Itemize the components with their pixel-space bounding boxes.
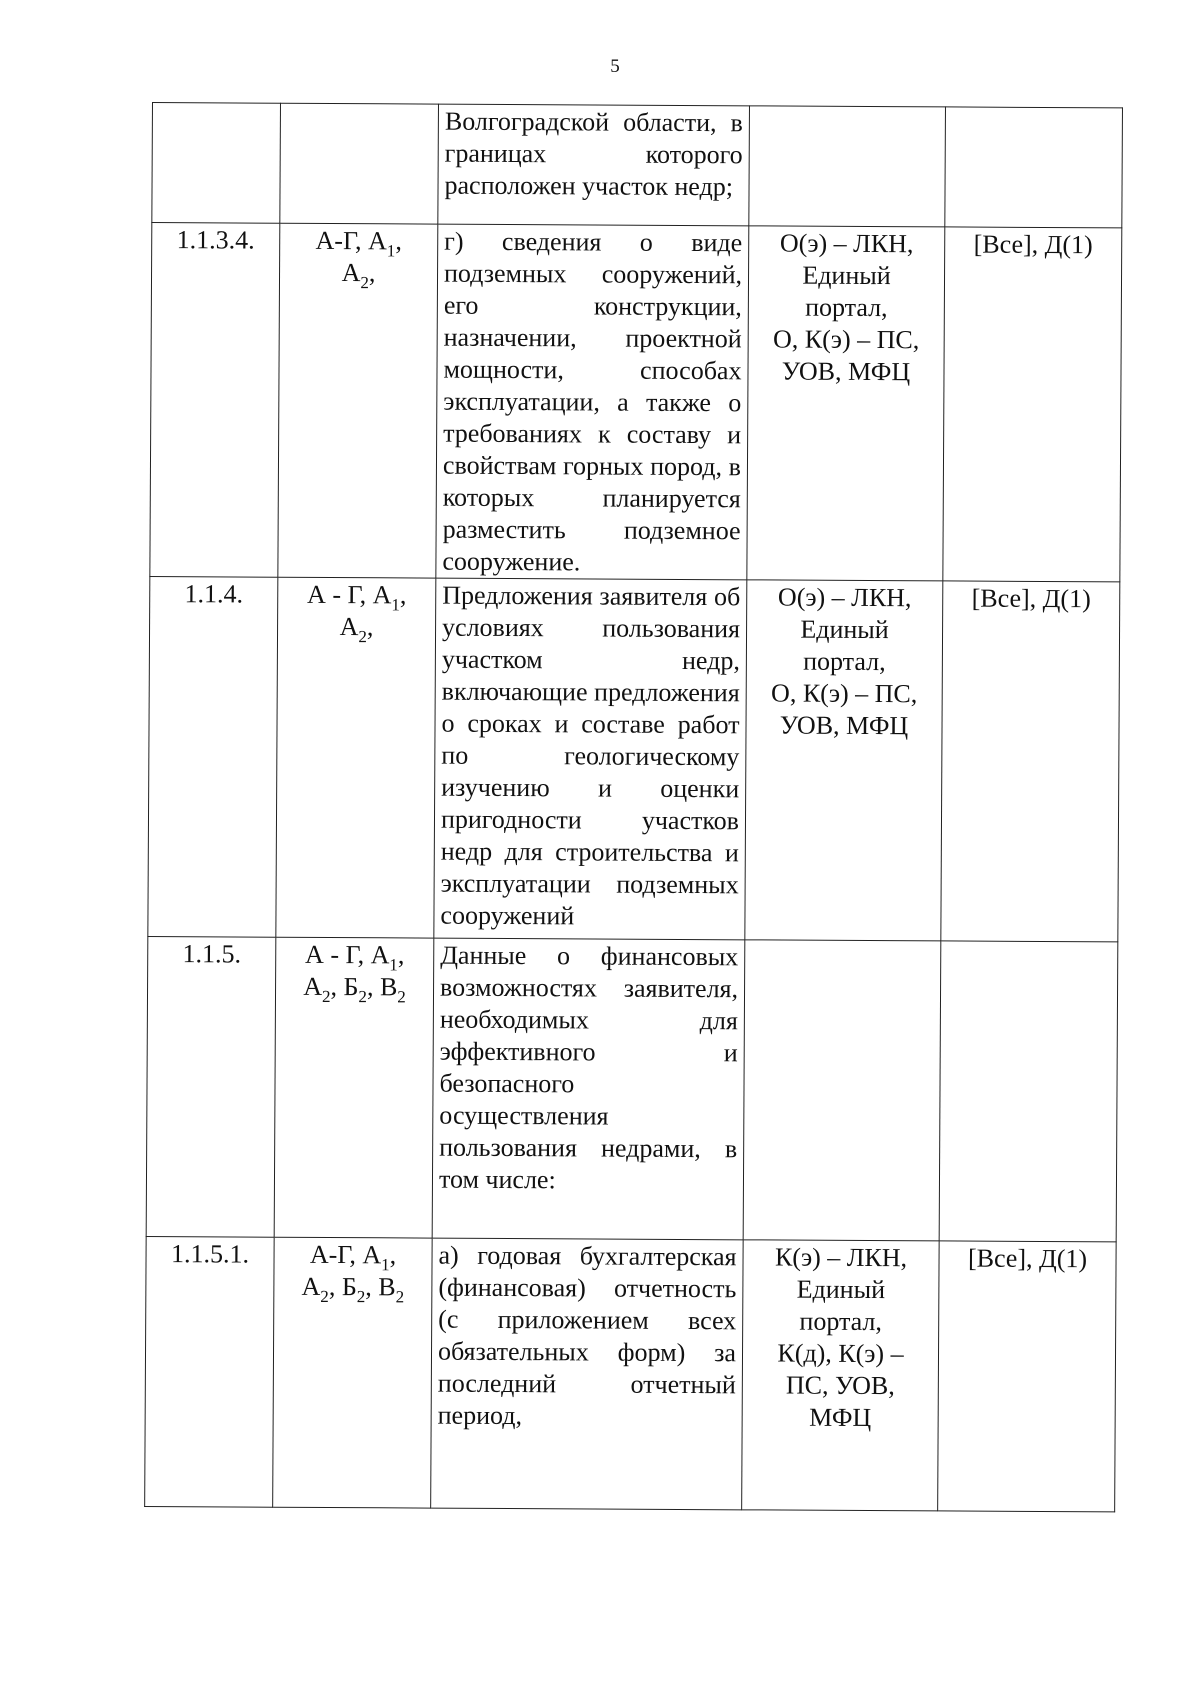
document-description: Данные о финансовых возможностях заявителя, необходимых для эффективного и безопасного осуществления пользования недрами, в том числе: — [432, 938, 745, 1240]
category-subscript: 2 — [358, 627, 367, 647]
submission-form-line: О, К(э) – ПС, — [772, 324, 920, 355]
table-row — [145, 1236, 1116, 1511]
submission-form — [749, 106, 946, 227]
submission-form-line: Единый — [802, 260, 891, 291]
document-description: а) годовая бухгалтерская (финансовая) отчетность (с приложением всех обязательных форм) за последний отчетный период, — [431, 1238, 744, 1510]
category-line — [284, 579, 429, 615]
submission-form-line: портал, — [799, 1306, 883, 1337]
category-line — [286, 225, 431, 261]
row-number — [152, 103, 281, 224]
applicant-categories — [274, 937, 434, 1238]
category-line — [286, 257, 431, 293]
category-text: , Б — [330, 972, 359, 1002]
category-text: А — [341, 258, 361, 288]
category-text: , Б — [328, 1272, 357, 1302]
applicability: [Все], Д(1) — [943, 227, 1122, 582]
category-subscript: 2 — [395, 1287, 405, 1307]
category-text: , — [389, 1240, 397, 1270]
applicability: [Все], Д(1) — [938, 1241, 1117, 1512]
category-text: А — [303, 971, 323, 1001]
category-subscript: 2 — [321, 986, 331, 1007]
category-text: А - Г, А — [305, 939, 390, 970]
category-subscript: 2 — [397, 987, 406, 1007]
category-line — [280, 1239, 425, 1275]
category-line — [282, 939, 427, 975]
table-row — [146, 936, 1118, 1241]
category-line — [282, 971, 427, 1007]
category-text: А-Г, А — [309, 1239, 382, 1270]
category-text: , — [368, 258, 376, 288]
category-subscript: 2 — [356, 1287, 366, 1307]
row-number: 1.1.3.4. — [150, 223, 280, 578]
submission-form-line: О(э) – ЛКН, — [779, 228, 914, 259]
row-number: 1.1.4. — [148, 576, 278, 937]
category-subscript: 2 — [360, 273, 369, 293]
submission-form — [745, 580, 943, 941]
category-subscript: 1 — [386, 241, 396, 261]
submission-form-line: УОВ, МФЦ — [779, 710, 909, 741]
submission-form-line: О(э) – ЛКН, — [777, 582, 912, 613]
submission-form-line: К(д), К(э) – — [777, 1338, 904, 1369]
category-text: А — [339, 612, 359, 642]
category-text: , — [399, 580, 407, 610]
submission-form-line: Единый — [800, 614, 889, 645]
category-text: , — [366, 612, 374, 642]
category-subscript: 1 — [391, 595, 400, 615]
table-row — [152, 103, 1123, 228]
category-line — [284, 611, 429, 647]
document-description: Предложения заявителя об условиях пользования участком недр, включающие предложения о сроках и составе работ по геологическому изучению и оценки пригодности участков недр для строительства и эксплуатации подземных сооружений — [434, 578, 747, 940]
category-subscript: 1 — [381, 1255, 390, 1275]
applicant-categories — [280, 103, 439, 224]
category-text: А-Г, А — [315, 225, 387, 256]
category-subscript: 2 — [358, 987, 367, 1007]
submission-form — [742, 1240, 940, 1511]
category-text: , — [397, 940, 405, 970]
category-text: , — [395, 226, 402, 256]
document-description: Волгоградской области, в границах которого расположен участок недр; — [438, 104, 750, 226]
submission-form — [743, 940, 941, 1241]
applicability — [945, 107, 1123, 228]
category-line — [280, 1271, 425, 1307]
row-number: 1.1.5.1. — [145, 1236, 275, 1507]
applicant-categories — [276, 577, 436, 938]
category-subscript: 2 — [320, 1286, 329, 1307]
applicant-categories — [273, 1237, 433, 1508]
category-text: , В — [365, 1272, 396, 1302]
submission-form-line: Единый — [796, 1274, 886, 1305]
applicant-categories — [278, 223, 438, 578]
applicability: [Все], Д(1) — [941, 581, 1120, 942]
category-subscript: 1 — [389, 955, 398, 975]
table-row — [148, 576, 1120, 941]
requirements-table — [144, 102, 1123, 1512]
table-row — [150, 223, 1122, 582]
page-number: 5 — [610, 56, 620, 77]
submission-form-line: портал, — [805, 292, 888, 323]
submission-form-line: О, К(э) – ПС, — [771, 678, 918, 709]
submission-form-line: МФЦ — [809, 1402, 872, 1433]
row-number: 1.1.5. — [146, 936, 276, 1237]
submission-form-line: УОВ, МФЦ — [781, 356, 911, 387]
submission-form — [747, 226, 945, 581]
submission-form-line: портал, — [803, 646, 886, 677]
submission-form-line: К(э) – ЛКН, — [774, 1242, 908, 1273]
category-text: , В — [366, 972, 398, 1002]
document-description: г) сведения о виде подземных сооружений, его конструкции, назначении, проектной мощности, способах эксплуатации, а также о требованиях к составу и свойствам горных пород, в которых планируется разместить подземное сооружение. — [436, 224, 749, 580]
category-text: А - Г, А — [307, 579, 392, 610]
submission-form-line: ПС, УОВ, — [785, 1370, 895, 1401]
applicability — [939, 941, 1118, 1242]
category-text: А — [301, 1271, 321, 1301]
